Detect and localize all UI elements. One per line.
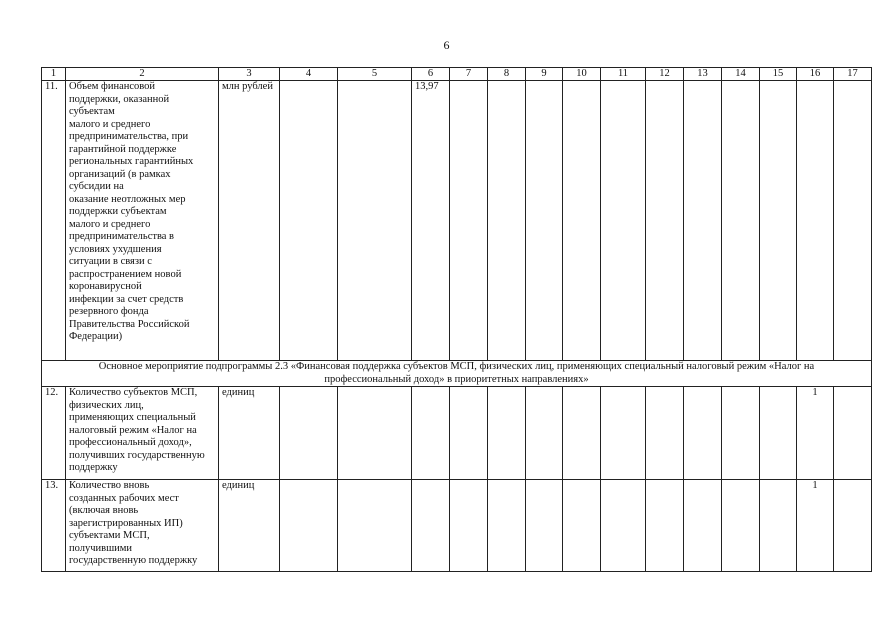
value-cell-col-7 [450,81,488,361]
value-cell-col-14 [722,387,760,480]
value-cell-col-12 [646,480,684,572]
column-header-9: 9 [526,68,563,81]
value-cell-col-13 [684,387,722,480]
indicators-table [41,67,872,572]
indicator-name-line: получивших государственную [69,449,205,461]
column-header-1: 1 [42,68,66,81]
section-heading-line: профессиональный доход» в приоритетных направлениях» [324,373,589,385]
indicator-name-line: Федерации) [69,331,123,342]
value-cell-col-5 [338,480,412,572]
section-heading-row [42,361,872,387]
value-cell-col-6: 13,97 [412,81,450,361]
indicator-name-line: зарегистрированных ИП) [69,517,183,529]
indicator-name-line: налоговый режим «Налог на [69,424,197,436]
column-number-row [42,68,872,81]
indicator-name-line: поддержки, оказанной [69,93,170,105]
indicator-name [66,387,219,480]
value-cell-col-17 [834,81,872,361]
value-cell-col-7 [450,387,488,480]
indicator-name-line: предпринимательства в [69,231,175,242]
indicator-name-line: поддержки субъектам [69,206,167,217]
indicator-name-line: государственную поддержку [69,555,198,566]
indicator-name-line: субсидии на [69,181,124,192]
value-cell-col-16 [797,81,834,361]
column-header-4: 4 [280,68,338,81]
indicator-name-line: Количество субъектов МСП, [69,387,198,398]
value-cell-col-13 [684,81,722,361]
value-cell-col-8 [488,81,526,361]
value-cell-col-10 [563,81,601,361]
table-row [42,387,872,480]
unit-of-measure: млн рублей [219,81,280,361]
indicator-name-line: гарантийной поддержке [69,143,177,155]
indicator-name-line: получившими [69,542,133,554]
column-header-13: 13 [684,68,722,81]
indicator-name-line: Объем финансовой [69,81,156,92]
indicator-name-line: малого и среднего [69,118,151,130]
value-cell-col-16: 1 [797,387,834,480]
column-header-16: 16 [797,68,834,81]
indicator-name-line: организаций (в рамках [69,168,171,180]
indicator-name-line: предпринимательства, при [69,131,189,142]
column-header-17: 17 [834,68,872,81]
indicator-name-line: субъектами МСП, [69,530,150,541]
indicator-name-line: коронавирусной [69,281,142,292]
indicator-name-line: Количество вновь [69,480,150,491]
indicator-name-line: ситуации в связи с [69,256,152,267]
value-cell-col-4 [280,81,338,361]
value-cell-col-5 [338,81,412,361]
row-number: 11. [42,81,66,361]
value-cell-col-9 [526,387,563,480]
unit-of-measure: единиц [219,480,280,572]
indicator-name-line: применяющих специальный [69,412,196,423]
value-cell-col-17 [834,480,872,572]
indicator-name [66,480,219,572]
section-heading [42,361,872,387]
value-cell-col-10 [563,387,601,480]
column-header-11: 11 [601,68,646,81]
column-header-10: 10 [563,68,601,81]
value-cell-col-6 [412,387,450,480]
column-header-12: 12 [646,68,684,81]
indicator-name-line: резервного фонда [69,306,149,317]
value-cell-col-15 [760,387,797,480]
row-number: 13. [42,480,66,572]
value-cell-col-12 [646,81,684,361]
column-header-3: 3 [219,68,280,81]
value-cell-col-12 [646,387,684,480]
value-cell-col-8 [488,387,526,480]
value-cell-col-9 [526,480,563,572]
value-cell-col-7 [450,480,488,572]
unit-of-measure: единиц [219,387,280,480]
row-number: 12. [42,387,66,480]
value-cell-col-11 [601,81,646,361]
indicator-name-line: малого и среднего [69,218,151,230]
column-header-14: 14 [722,68,760,81]
indicator-name-line: физических лиц, [69,399,144,411]
column-header-15: 15 [760,68,797,81]
column-header-2: 2 [66,68,219,81]
indicator-name-line: региональных гарантийных [69,156,194,167]
value-cell-col-11 [601,480,646,572]
indicator-name-line: Правительства Российской [69,318,190,330]
value-cell-col-11 [601,387,646,480]
indicator-name-line: оказание неотложных мер [69,193,186,205]
column-header-7: 7 [450,68,488,81]
value-cell-col-15 [760,480,797,572]
column-header-6: 6 [412,68,450,81]
value-cell-col-6 [412,480,450,572]
table-row [42,480,872,572]
indicator-name-line: поддержку [69,462,118,473]
indicator-name-line: субъектам [69,106,115,117]
value-cell-col-8 [488,480,526,572]
value-cell-col-5 [338,387,412,480]
indicator-name [66,81,219,361]
indicator-name-line: профессиональный доход», [69,437,192,448]
indicator-name-line: инфекции за счет средств [69,293,184,305]
value-cell-col-17 [834,387,872,480]
page-number: 6 [443,38,450,52]
value-cell-col-4 [280,387,338,480]
value-cell-col-14 [722,81,760,361]
indicator-name-line: условиях ухудшения [69,243,162,255]
column-header-8: 8 [488,68,526,81]
value-cell-col-13 [684,480,722,572]
value-cell-col-4 [280,480,338,572]
value-cell-col-15 [760,81,797,361]
value-cell-col-16: 1 [797,480,834,572]
indicator-name-line: (включая вновь [69,505,139,516]
value-cell-col-14 [722,480,760,572]
value-cell-col-9 [526,81,563,361]
table-row [42,81,872,361]
indicator-name-line: созданных рабочих мест [69,492,179,504]
section-heading-line: Основное мероприятие подпрограммы 2.3 «Финансовая поддержка субъектов МСП, физических лиц, применяющих специальный налоговый режим «Налог на [98,361,815,372]
column-header-5: 5 [338,68,412,81]
indicator-name-line: распространением новой [69,268,182,280]
value-cell-col-10 [563,480,601,572]
